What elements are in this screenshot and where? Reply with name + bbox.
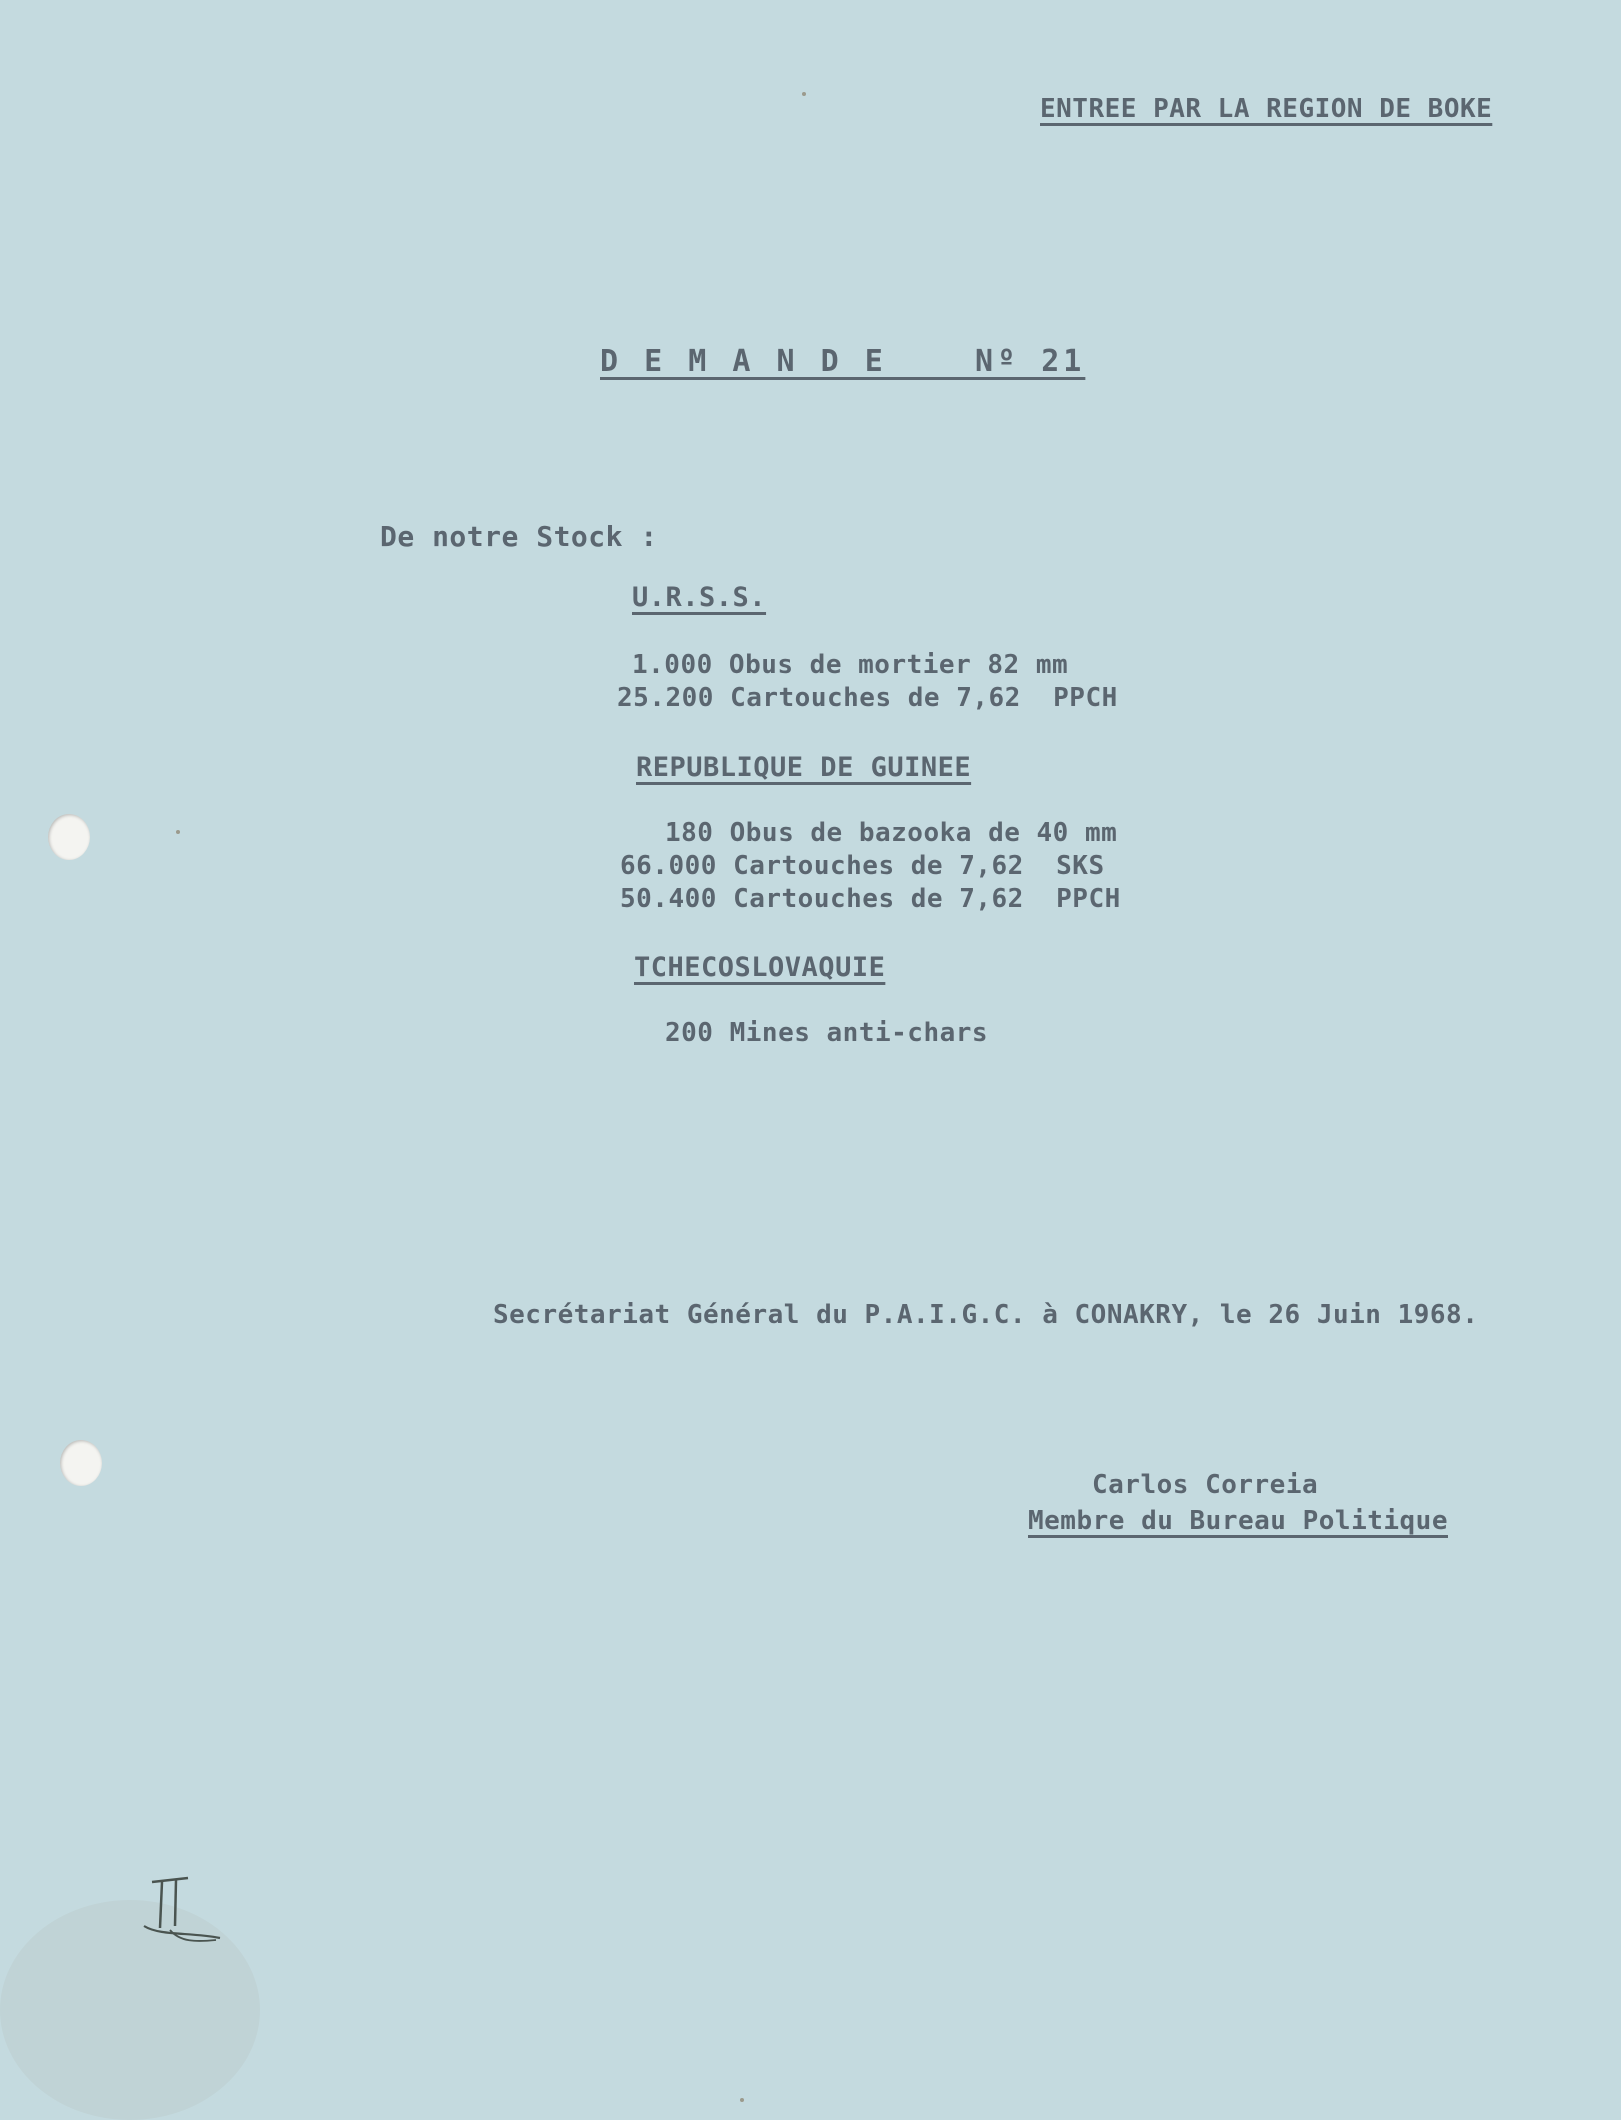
stock-label: De notre Stock : xyxy=(380,520,658,553)
punch-hole xyxy=(48,814,90,860)
document-title: D E M A N D E Nº 21 xyxy=(600,344,1086,379)
closing-line: Secrétariat Général du P.A.I.G.C. à CONAKRY, le 26 Juin 1968. xyxy=(493,1300,1479,1330)
list-item: 1.000 Obus de mortier 82 mm xyxy=(632,650,1069,680)
section-heading-urss: U.R.S.S. xyxy=(632,582,767,613)
list-item: 50.400 Cartouches de 7,62 PPCH xyxy=(620,884,1121,914)
list-item: 25.200 Cartouches de 7,62 PPCH xyxy=(617,683,1118,713)
paper-speck xyxy=(802,92,806,96)
list-item: 180 Obus de bazooka de 40 mm xyxy=(665,818,1118,848)
section-heading-tchecoslovaquie: TCHECOSLOVAQUIE xyxy=(634,952,886,983)
handwritten-mark-icon xyxy=(130,1870,230,1950)
list-item: 200 Mines anti-chars xyxy=(665,1018,989,1048)
section-heading-guinee: REPUBLIQUE DE GUINEE xyxy=(636,752,972,783)
paper-speck xyxy=(740,2098,744,2102)
list-item: 66.000 Cartouches de 7,62 SKS xyxy=(620,851,1105,881)
punch-hole xyxy=(60,1440,102,1486)
signature-title: Membre du Bureau Politique xyxy=(1028,1506,1448,1536)
paper-speck xyxy=(176,830,180,834)
signature-name: Carlos Correia xyxy=(1092,1470,1319,1500)
header-reference: ENTREE PAR LA REGION DE BOKE xyxy=(1040,94,1493,124)
